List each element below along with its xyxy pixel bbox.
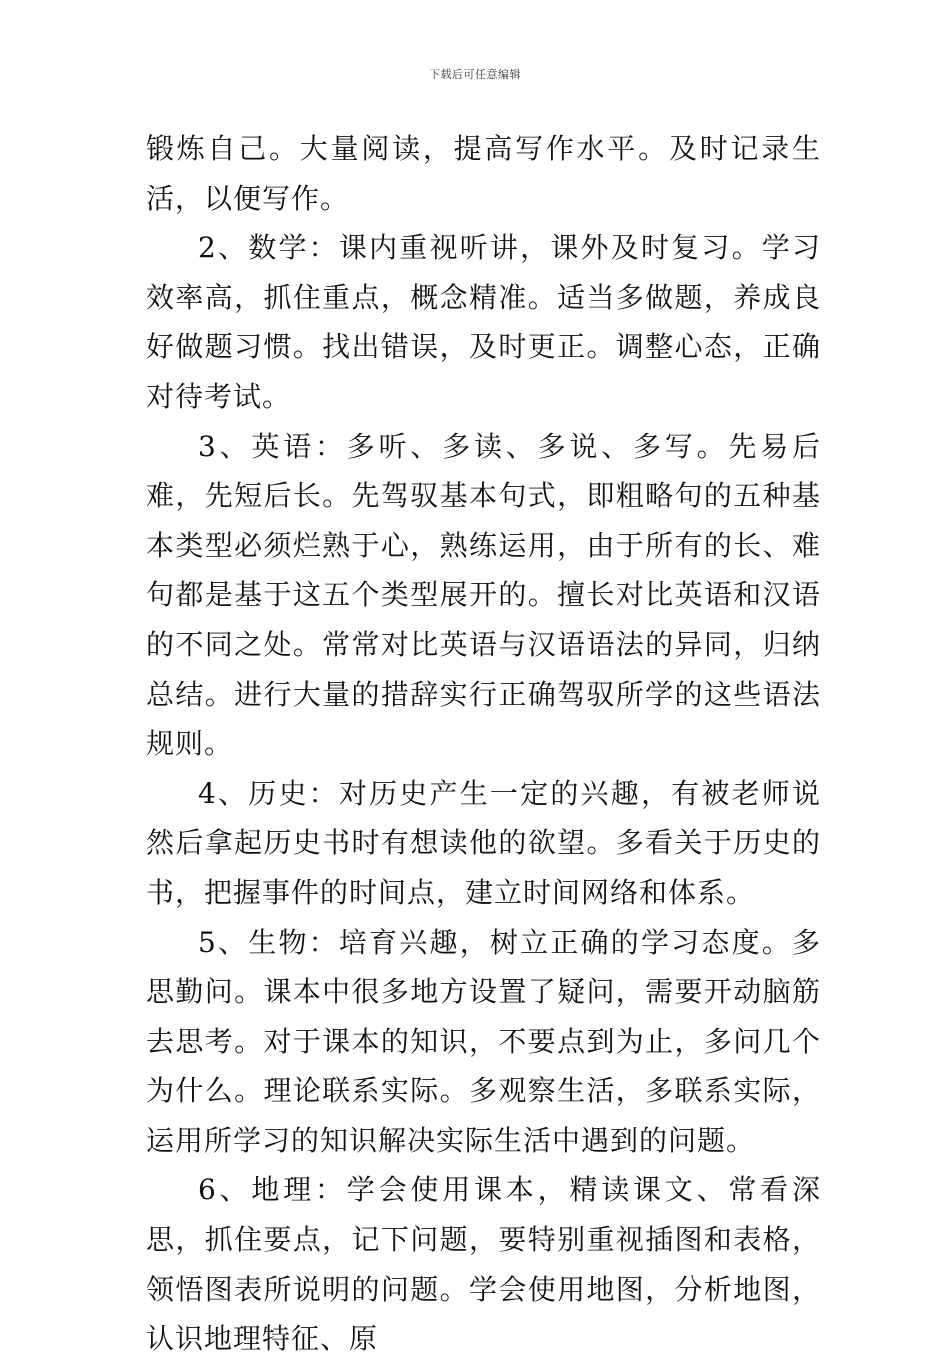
document-body [146, 124, 821, 1364]
paragraph-math: 2、数学：课内重视听讲，课外及时复习。学习效率高，抓住重点，概念精准。适当多做题，养成良好做题习惯。找出错误，及时更正。调整心态，正确对待考试。 [146, 231, 821, 413]
paragraph-geography: 6、地理：学会使用课本，精读课文、常看深思，抓住要点，记下问题，要特别重视插图和表格，领悟图表所说明的问题。学会使用地图，分析地图，认识地理特征、原 [146, 1173, 821, 1356]
paragraph-history: 4、历史：对历史产生一定的兴趣，有被老师说然后拿起历史书时有想读他的欲望。多看关于历史的书，把握事件的时间点，建立时间网络和体系。 [146, 776, 821, 909]
paragraph-english: 3、英语：多听、多读、多说、多写。先易后难，先短后长。先驾驭基本句式，即粗略句的五种基本类型必须烂熟于心，熟练运用，由于所有的长、难句都是基于这五个类型展开的。擅长对比英语和汉语的不同之处。常常对比英语与汉语语法的异同，归纳总结。进行大量的措辞实行正确驾驭所学的这些语法规则。 [146, 429, 821, 761]
page-header: 下载后可任意编辑 [429, 68, 521, 81]
paragraph-chinese-continuation: 锻炼自己。大量阅读，提高写作水平。及时记录生活，以便写作。 [146, 132, 821, 215]
paragraph-biology: 5、生物：培育兴趣，树立正确的学习态度。多思勤问。课本中很多地方设置了疑问，需要开动脑筋去思考。对于课本的知识，不要点到为止，多问几个为什么。理论联系实际。多观察生活，多联系实际，运用所学习的知识解决实际生活中遇到的问题。 [146, 925, 821, 1157]
